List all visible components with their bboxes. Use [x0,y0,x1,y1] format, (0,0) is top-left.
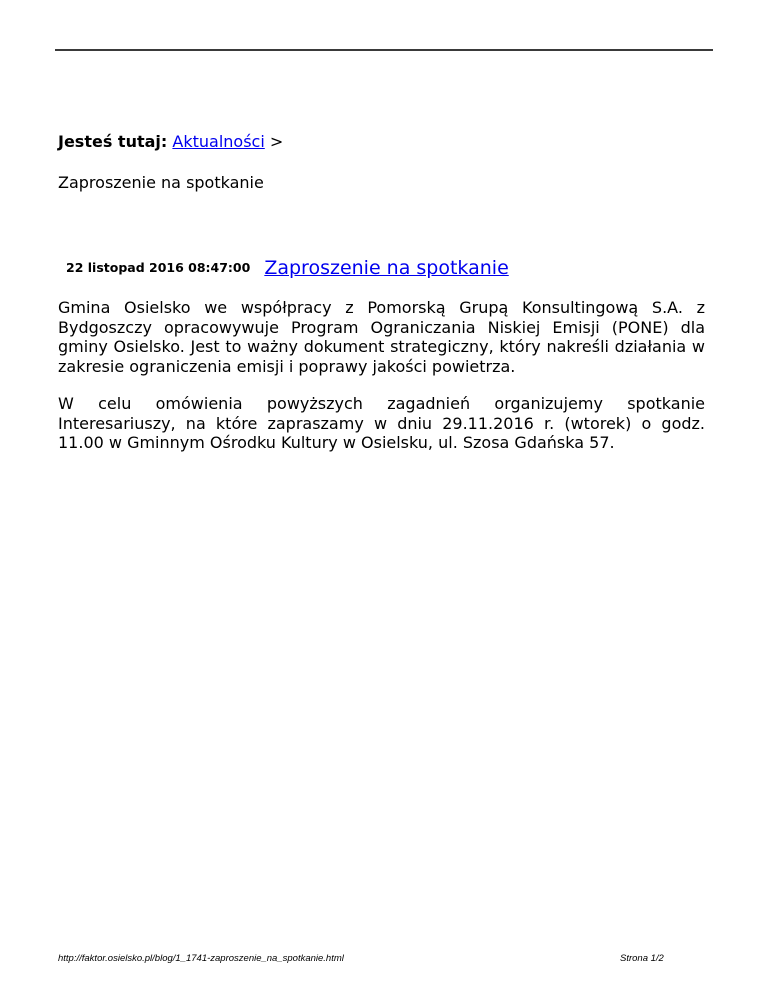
article-paragraph: W celu omówienia powyższych zagadnień organizujemy spotkanie Interesariuszy, na które zapraszamy w dniu 29.11.2016 r. (wtorek) o godz. 11.00 w Gminnym Ośrodku Kultury w Osielsku, ul. Szosa Gdańska 57. [58,394,705,452]
top-divider [55,49,713,51]
article-body [58,298,705,471]
breadcrumb-separator: > [269,132,284,151]
footer-url: http://faktor.osielsko.pl/blog/1_1741-zaproszenie_na_spotkanie.html [58,953,344,964]
article-title-link[interactable]: Zaproszenie na spotkanie [264,257,509,279]
page-title: Zaproszenie na spotkanie [58,173,264,192]
page-number: Strona 1/2 [620,953,664,964]
article-paragraph: Gmina Osielsko we współpracy z Pomorską Grupą Konsultingową S.A. z Bydgoszczy opracowywuje Program Ograniczania Niskiej Emisji (PONE) dla gminy Osielsko. Jest to ważny dokument strategiczny, który nakreśli działania w zakresie ograniczenia emisji i poprawy jakości powietrza. [58,298,705,376]
breadcrumb [58,131,283,153]
breadcrumb-lead: Jesteś tutaj: [58,132,168,151]
breadcrumb-link-aktualnosci[interactable]: Aktualności [172,132,265,151]
article-date: 22 listopad 2016 08:47:00 [66,260,251,275]
article-meta [66,255,509,281]
